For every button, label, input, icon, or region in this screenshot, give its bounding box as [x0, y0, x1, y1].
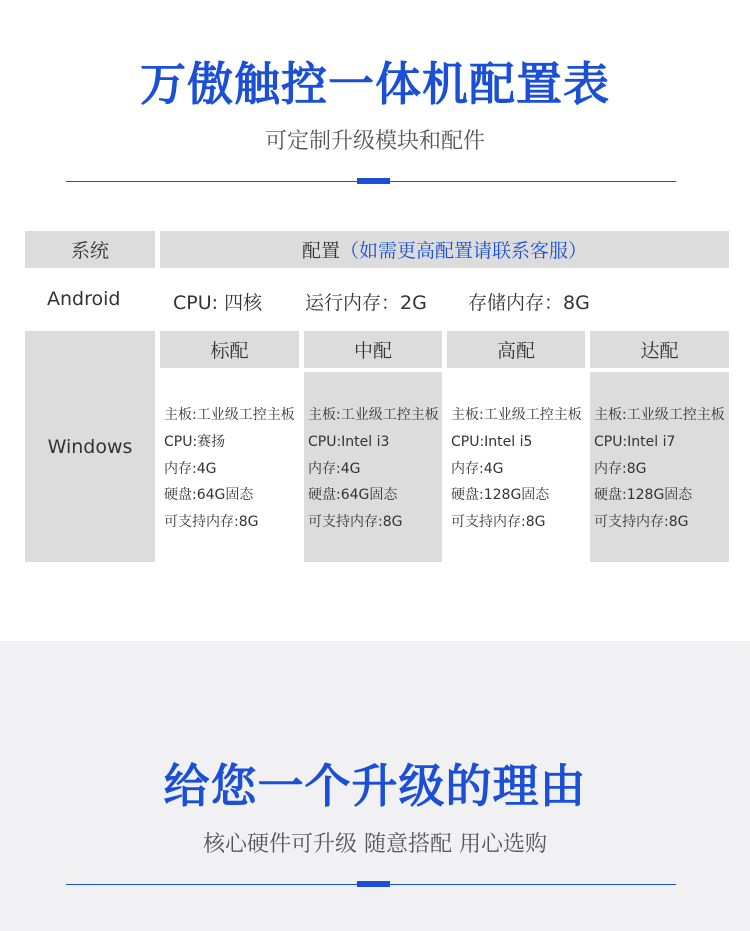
tier-name: 高配: [496, 340, 535, 362]
android-row: [0, 280, 750, 320]
spec-line: 内存:4G: [308, 460, 361, 477]
tier-spec-cell: [304, 372, 442, 562]
android-ram: 运行内存：2G: [305, 292, 427, 314]
android-cpu: CPU: 四核: [173, 292, 263, 314]
tier-name: 标配: [210, 340, 249, 362]
spec-line: 内存:4G: [451, 460, 504, 477]
spec-line: 硬盘:128G固态: [451, 487, 550, 504]
spec-line: 可支持内存:8G: [164, 514, 259, 531]
spec-line: 主板:工业级工控主板: [164, 407, 295, 423]
spec-line: CPU:赛扬: [164, 433, 226, 450]
spec-line: 可支持内存:8G: [594, 514, 689, 531]
android-storage: 存储内存：8G: [468, 292, 590, 314]
spec-line: 主板:工业级工控主板: [451, 407, 582, 423]
page-subtitle: 可定制升级模块和配件: [264, 129, 485, 154]
tier-header: [447, 331, 585, 368]
spec-line: 可支持内存:8G: [451, 514, 546, 531]
spec-line: 硬盘:64G固态: [164, 487, 254, 504]
windows-system-label: Windows: [47, 435, 133, 458]
tier-name: 达配: [640, 340, 679, 362]
spec-line: 硬盘:64G固态: [308, 487, 398, 504]
header-config-label: 配置: [301, 240, 340, 262]
tier-header: [304, 331, 442, 368]
header-system-label: 系统: [70, 240, 109, 262]
tier-header: [590, 331, 729, 368]
spec-line: 主板:工业级工控主板: [308, 407, 439, 423]
header-config-note: （如需更高配置请联系客服）: [340, 240, 588, 262]
spec-line: CPU:Intel i3: [308, 433, 390, 450]
spec-line: 可支持内存:8G: [308, 514, 403, 531]
tier-header: [160, 331, 299, 368]
spec-line: CPU:Intel i7: [594, 433, 676, 450]
spec-line: 主板:工业级工控主板: [594, 407, 725, 423]
upgrade-title: 给您一个升级的理由: [163, 759, 587, 813]
tier-name: 中配: [353, 340, 392, 362]
tier-spec-cell: [160, 372, 299, 562]
windows-system-cell: [25, 331, 155, 562]
spec-line: 内存:8G: [594, 460, 647, 477]
android-system-label: Android: [47, 288, 121, 310]
header-system: [25, 231, 155, 268]
spec-line: 内存:4G: [164, 460, 217, 477]
divider-accent: [357, 881, 390, 887]
spec-line: CPU:Intel i5: [451, 433, 533, 450]
header-config: [160, 231, 729, 268]
spec-line: 硬盘:128G固态: [594, 487, 693, 504]
page-title: 万傲触控一体机配置表: [140, 57, 610, 111]
divider-accent: [357, 178, 390, 184]
tier-spec-cell: [590, 372, 729, 562]
tier-spec-cell: [447, 372, 585, 562]
upgrade-subtitle: 核心硬件可升级 随意搭配 用心选购: [203, 832, 547, 857]
